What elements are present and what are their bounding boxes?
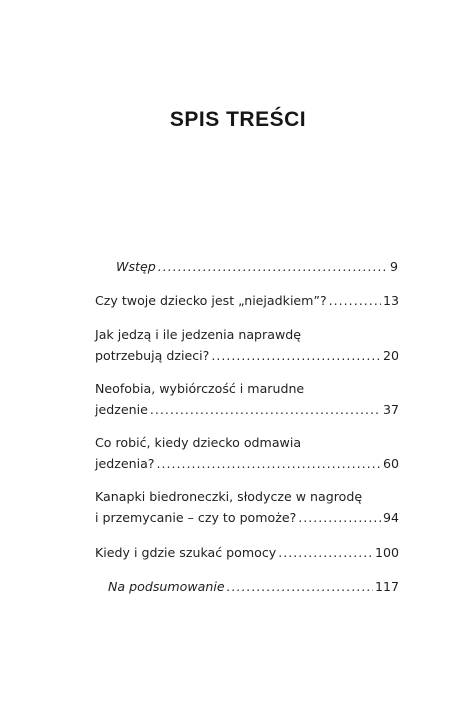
toc-dot-leader	[278, 542, 373, 563]
toc-entry-summary	[108, 576, 399, 597]
toc-page-number: 117	[374, 579, 399, 594]
toc-entry-title-line1: Neofobia, wybiórczość i marudne	[95, 381, 305, 396]
page-title: SPIS TREŚCI	[169, 108, 307, 131]
toc-entry-how-children-eat	[95, 324, 399, 366]
toc-entry-title-line1: Jak jedzą i ile jedzenia naprawdę	[95, 327, 301, 342]
toc-entry-title-line2: jedzenia?	[95, 456, 155, 471]
toc-entry-title: Wstęp	[116, 259, 156, 274]
toc-line	[108, 576, 399, 597]
toc-entry-seek-help	[95, 542, 399, 563]
toc-dot-leader	[227, 576, 373, 597]
toc-entry-title: Czy twoje dziecko jest „niejadkiem”?	[95, 293, 327, 308]
toc-page-number: 37	[382, 402, 399, 417]
toc-dot-leader	[150, 399, 381, 420]
toc-dot-leader	[211, 345, 381, 366]
toc-page-number: 60	[382, 456, 399, 471]
toc-entry-title-line1: Co robić, kiedy dziecko odmawia	[95, 435, 302, 450]
toc-entry-ladybug-sandwiches	[95, 486, 399, 528]
toc-entry-title: Kiedy i gdzie szukać pomocy	[95, 545, 277, 560]
toc-page-number: 94	[382, 510, 399, 525]
toc-line	[95, 507, 399, 528]
toc-entry-title-line2: i przemycanie – czy to pomoże?	[95, 510, 297, 525]
toc-line	[95, 542, 399, 563]
toc-line	[95, 345, 399, 366]
toc-entry-intro	[116, 256, 398, 277]
toc-entry-title-line1: Kanapki biedroneczki, słodycze w nagrodę	[95, 489, 363, 504]
toc-entry-picky-eater	[95, 290, 399, 311]
toc-entry-title-line2: potrzebują dzieci?	[95, 348, 210, 363]
toc-line-first	[95, 324, 399, 345]
toc-line	[95, 290, 399, 311]
toc-page-number: 20	[382, 348, 399, 363]
toc-line	[95, 399, 399, 420]
toc-line-first	[95, 486, 399, 507]
toc-entry-neophobia	[95, 378, 399, 420]
toc-page-number: 13	[382, 293, 399, 308]
toc-entry-refusal	[95, 432, 399, 474]
toc-dot-leader	[158, 256, 388, 277]
toc-line	[95, 453, 399, 474]
toc-entry-title: Na podsumowanie	[108, 579, 225, 594]
toc-line	[116, 256, 398, 277]
toc-dot-leader	[156, 453, 380, 474]
toc-page-number: 100	[374, 545, 399, 560]
toc-dot-leader	[329, 290, 381, 311]
toc-page-number: 9	[389, 259, 398, 274]
toc-line-first	[95, 432, 399, 453]
toc-entry-title-line2: jedzenie	[95, 402, 148, 417]
toc-dot-leader	[298, 507, 381, 528]
toc-line-first	[95, 378, 399, 399]
